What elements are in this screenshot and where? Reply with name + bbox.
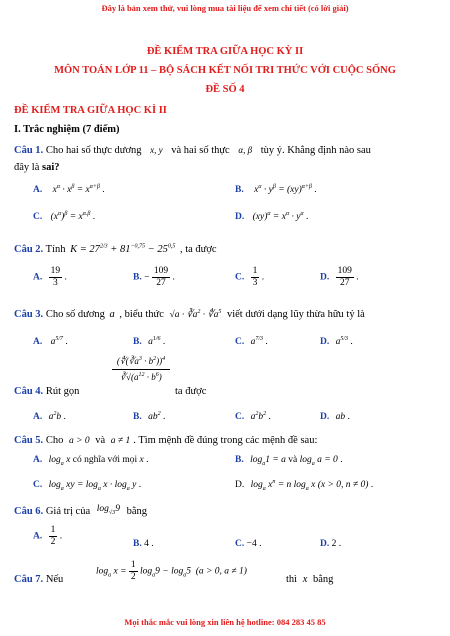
q5-option-a: A. $\log_a x$ có nghĩa với mọi x . bbox=[33, 455, 149, 467]
exam-title: ĐỀ KIỂM TRA GIỮA HỌC KỲ II bbox=[146, 46, 304, 57]
q6-option-c: C. −4 . bbox=[235, 539, 262, 549]
q2-option-c: C. $\frac{1}{3}$ . bbox=[235, 266, 265, 288]
q4-option-c: C. $a^2b^2$ . bbox=[235, 410, 271, 422]
q3-option-d: D. $a^{5/3}$ . bbox=[320, 335, 353, 347]
q2-option-d: D. $\frac{109}{27}$ . bbox=[320, 266, 359, 288]
q4-expression: $(∜(∛a^3 \cdot b^2))^4$ $∛√(a^{12} \cdot b^6)$ bbox=[112, 356, 170, 383]
q4-option-d: D. ab . bbox=[320, 412, 350, 422]
q6-option-d: D. 2 . bbox=[320, 539, 342, 549]
question-7-tail: thì x bằng bbox=[286, 574, 334, 585]
question-1-cont: đây là sai? bbox=[14, 162, 60, 173]
exam-number: ĐỀ SỐ 4 bbox=[205, 84, 245, 95]
q1-option-d: D. $(xy)^\alpha = x^\alpha \cdot y^\alpha$ . bbox=[235, 210, 309, 222]
question-4: Câu 4. Rút gọn bbox=[14, 386, 80, 397]
q3-option-a: A. $a^{5/7}$ . bbox=[33, 335, 68, 347]
question-3: Câu 3. Cho số dương a , biểu thức $√a \cdot ∛a^2$ · $∜a^5$ viết dưới dạng lũy thừa hữu tỷ là bbox=[14, 308, 365, 320]
q1-option-a: A. $x^\alpha \cdot x^\beta = x^{\alpha+\beta}$ . bbox=[33, 183, 105, 195]
question-label: Câu 1. bbox=[14, 145, 44, 156]
exam-subject: MÔN TOÁN LỚP 11 – BỘ SÁCH KẾT NỐI TRI THỨC VỚI CUỘC SỐNG bbox=[54, 65, 396, 76]
q4-option-a: A. $a^2b$ . bbox=[33, 410, 66, 422]
q2-option-b: B. − $\frac{109}{27}$ . bbox=[133, 266, 175, 288]
question-1: Câu 1. Cho hai số thực dương x, y và hai số thực α, β tùy ý. Khẳng định nào sau bbox=[14, 145, 371, 156]
question-6: Câu 6. Giá trị của $\log_{√3}9$ bằng bbox=[14, 504, 147, 517]
q2-option-a: A. $\frac{19}{3}$ . bbox=[33, 266, 67, 288]
preview-notice: Đây là bản xem thử, vui lòng mua tài liệu để xem chi tiết (có lời giải) bbox=[101, 3, 349, 13]
q1-option-b: B. $x^\alpha \cdot y^\beta = (xy)^{\alpha+\beta}$ . bbox=[235, 183, 317, 195]
part-title: I. Trắc nghiệm (7 điểm) bbox=[14, 124, 120, 135]
question-5: Câu 5. Cho a > 0 và a ≠ 1 . Tìm mệnh đề đúng trong các mệnh đề sau: bbox=[14, 435, 318, 446]
q5-option-d: D. $\log_a x^n = n$ $\log_a x$ (x > 0, n ≠ 0) . bbox=[235, 478, 374, 492]
question-7: Câu 7. Nếu bbox=[14, 574, 64, 585]
q6-option-b: B. 4 . bbox=[133, 539, 154, 549]
q6-option-a: A. $\frac{1}{2}$ . bbox=[33, 525, 63, 547]
q4-option-b: B. $ab^2$ . bbox=[133, 410, 166, 422]
q3-option-b: B. $a^{1/6}$ . bbox=[133, 335, 166, 347]
q7-expression: $\log_a x$ = $\frac{1}{2}$ $\log_a9 - \log_a5$ (a > 0, a ≠ 1) bbox=[96, 560, 247, 582]
q4-tail: ta được bbox=[175, 386, 207, 397]
hotline-notice: Mọi thắc mắc vui lòng xin liên hệ hotline: 084 283 45 85 bbox=[124, 617, 326, 627]
q1-option-c: C. $(x^\alpha)^\beta = x^{\alpha.\beta}$ . bbox=[33, 210, 96, 222]
q3-option-c: C. $a^{7/3}$ . bbox=[235, 335, 268, 347]
question-2: Câu 2. Tính $K = 27^{2/3} + 81^{-0,75} - 25^{0,5}$ , ta được bbox=[14, 243, 217, 255]
q5-option-b: B. $\log_a1 = a$ và $\log_a a = 0$ . bbox=[235, 455, 343, 467]
q5-option-c: C. $\log_a$ xy = $\log_a x \cdot \log_a y$ . bbox=[33, 480, 142, 492]
section-title: ĐỀ KIỂM TRA GIỮA HỌC KÌ II bbox=[14, 105, 167, 116]
